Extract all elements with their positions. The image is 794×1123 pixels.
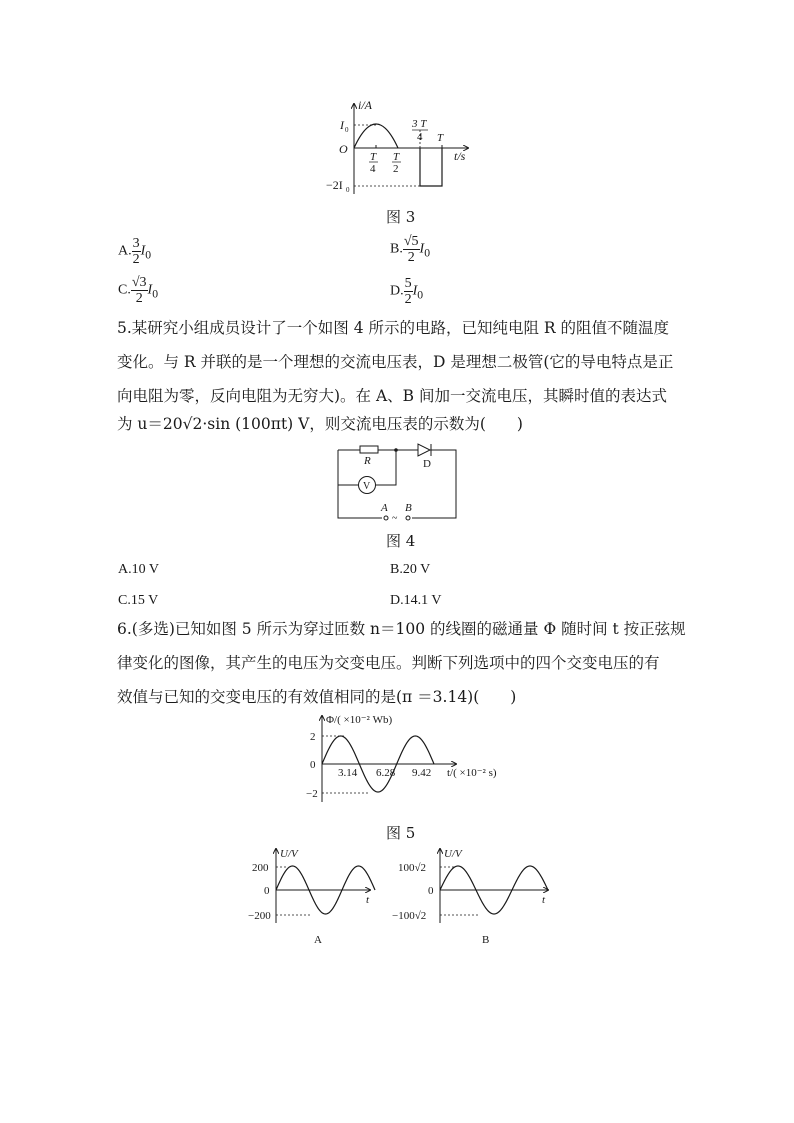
fig3-origin: O <box>339 142 348 156</box>
q6-line-2: 律变化的图像，其产生的电压为交变电压。判断下列选项中的四个交变电压的有 <box>117 654 660 672</box>
svg-text:U/V: U/V <box>280 848 298 860</box>
fig5-tick-y-neg2: −2 <box>306 788 318 800</box>
figure-4-circuit <box>330 440 465 524</box>
svg-text:U/V: U/V <box>444 848 462 860</box>
q5-line-2: 变化。与 R 并联的是一个理想的交流电压表，D 是理想二极管(它的导电特点是正 <box>117 353 674 371</box>
fig5-y-label: Φ/( ×10⁻² Wb) <box>326 714 393 726</box>
svg-text:T: T <box>437 132 444 144</box>
figure-3-caption: 图 3 <box>386 208 416 226</box>
figure-5-caption: 图 5 <box>386 824 416 842</box>
svg-text:A: A <box>314 934 322 945</box>
q4-option-c[interactable]: C. $\frac{√3}{2}$ $I_0$ <box>118 275 159 306</box>
option-a-graph[interactable] <box>248 845 378 945</box>
svg-text:−200: −200 <box>248 910 271 922</box>
q4-option-b[interactable]: B. $\frac{√5}{2}$ $I_0$ <box>390 234 431 265</box>
q5-line-3: 向电阻为零，反向电阻为无穷大)。在 A、B 间加一交流电压，其瞬时值的表达式 <box>117 387 667 405</box>
fig5-tick-x-628: 6.28 <box>376 767 396 779</box>
q4-option-d[interactable]: D. $\frac{5}{2}$ $I_0$ <box>390 276 424 307</box>
fig3-y-label: i/A <box>358 98 372 112</box>
q6-line-1: 6.(多选)已知如图 5 所示为穿过匝数 n＝100 的线圈的磁通量 Φ 随时间 t 按正弦规 <box>117 620 686 638</box>
q4-option-a[interactable]: A. $\frac{3}{2}$ $I_0$ <box>118 236 152 267</box>
svg-text:B: B <box>405 502 412 514</box>
figure-4-caption: 图 4 <box>386 532 416 550</box>
fig5-tick-x-314: 3.14 <box>338 767 358 779</box>
q5-option-b[interactable]: B.20 V <box>390 562 431 577</box>
svg-text:0: 0 <box>346 186 350 194</box>
fig5-tick-y-2: 2 <box>310 731 316 743</box>
svg-text:T: T <box>393 151 400 163</box>
svg-text:~: ~ <box>392 513 398 524</box>
fig3-half-sine <box>354 124 398 148</box>
resistor-r <box>360 446 378 453</box>
fig3-i0: I <box>340 118 344 132</box>
fig5-x-label: t/( ×10⁻² s) <box>447 767 497 779</box>
figure-3 <box>318 96 488 202</box>
q5-option-a[interactable]: A.10 V <box>118 562 159 577</box>
q5-option-d[interactable]: D.14.1 V <box>390 593 442 608</box>
svg-text:R: R <box>364 455 371 467</box>
svg-text:D: D <box>423 458 431 470</box>
q5-line-1: 5.某研究小组成员设计了一个如图 4 所示的电路，已知纯电阻 R 的阻值不随温度 <box>117 319 670 337</box>
fig3-neg: −2I <box>326 178 343 192</box>
svg-text:T: T <box>370 151 377 163</box>
q5-option-c[interactable]: C.15 V <box>118 593 159 608</box>
svg-text:100√2: 100√2 <box>398 862 427 874</box>
svg-text:t: t <box>542 894 546 906</box>
terminal-a <box>384 516 388 520</box>
svg-text:2: 2 <box>393 163 399 175</box>
svg-text:3 T: 3 T <box>412 118 427 130</box>
fig3-negative-pulse <box>420 148 442 186</box>
fig5-tick-x-942: 9.42 <box>412 767 432 779</box>
svg-text:0: 0 <box>428 885 434 897</box>
fig5-tick-y-0: 0 <box>310 759 316 771</box>
q6-line-3: 效值与已知的交变电压的有效值相同的是(π ＝3.14)( ) <box>117 688 517 706</box>
diode-d <box>418 444 434 456</box>
svg-text:4: 4 <box>370 163 376 175</box>
svg-text:4: 4 <box>417 131 423 143</box>
svg-text:0: 0 <box>345 126 349 134</box>
svg-text:t: t <box>366 894 370 906</box>
svg-text:B: B <box>482 934 490 945</box>
option-b-graph[interactable] <box>392 845 552 945</box>
fig3-x-label: t/s <box>454 149 466 163</box>
svg-text:0: 0 <box>264 885 270 897</box>
svg-text:−100√2: −100√2 <box>392 910 427 922</box>
figure-5-chart <box>300 710 510 806</box>
terminal-b <box>406 516 410 520</box>
q5-line-4: 为 u＝20√2·sin (100πt) V，则交流电压表的示数为( ) <box>117 415 523 433</box>
svg-text:200: 200 <box>252 862 269 874</box>
svg-text:V: V <box>363 481 371 492</box>
svg-text:A: A <box>381 502 388 514</box>
